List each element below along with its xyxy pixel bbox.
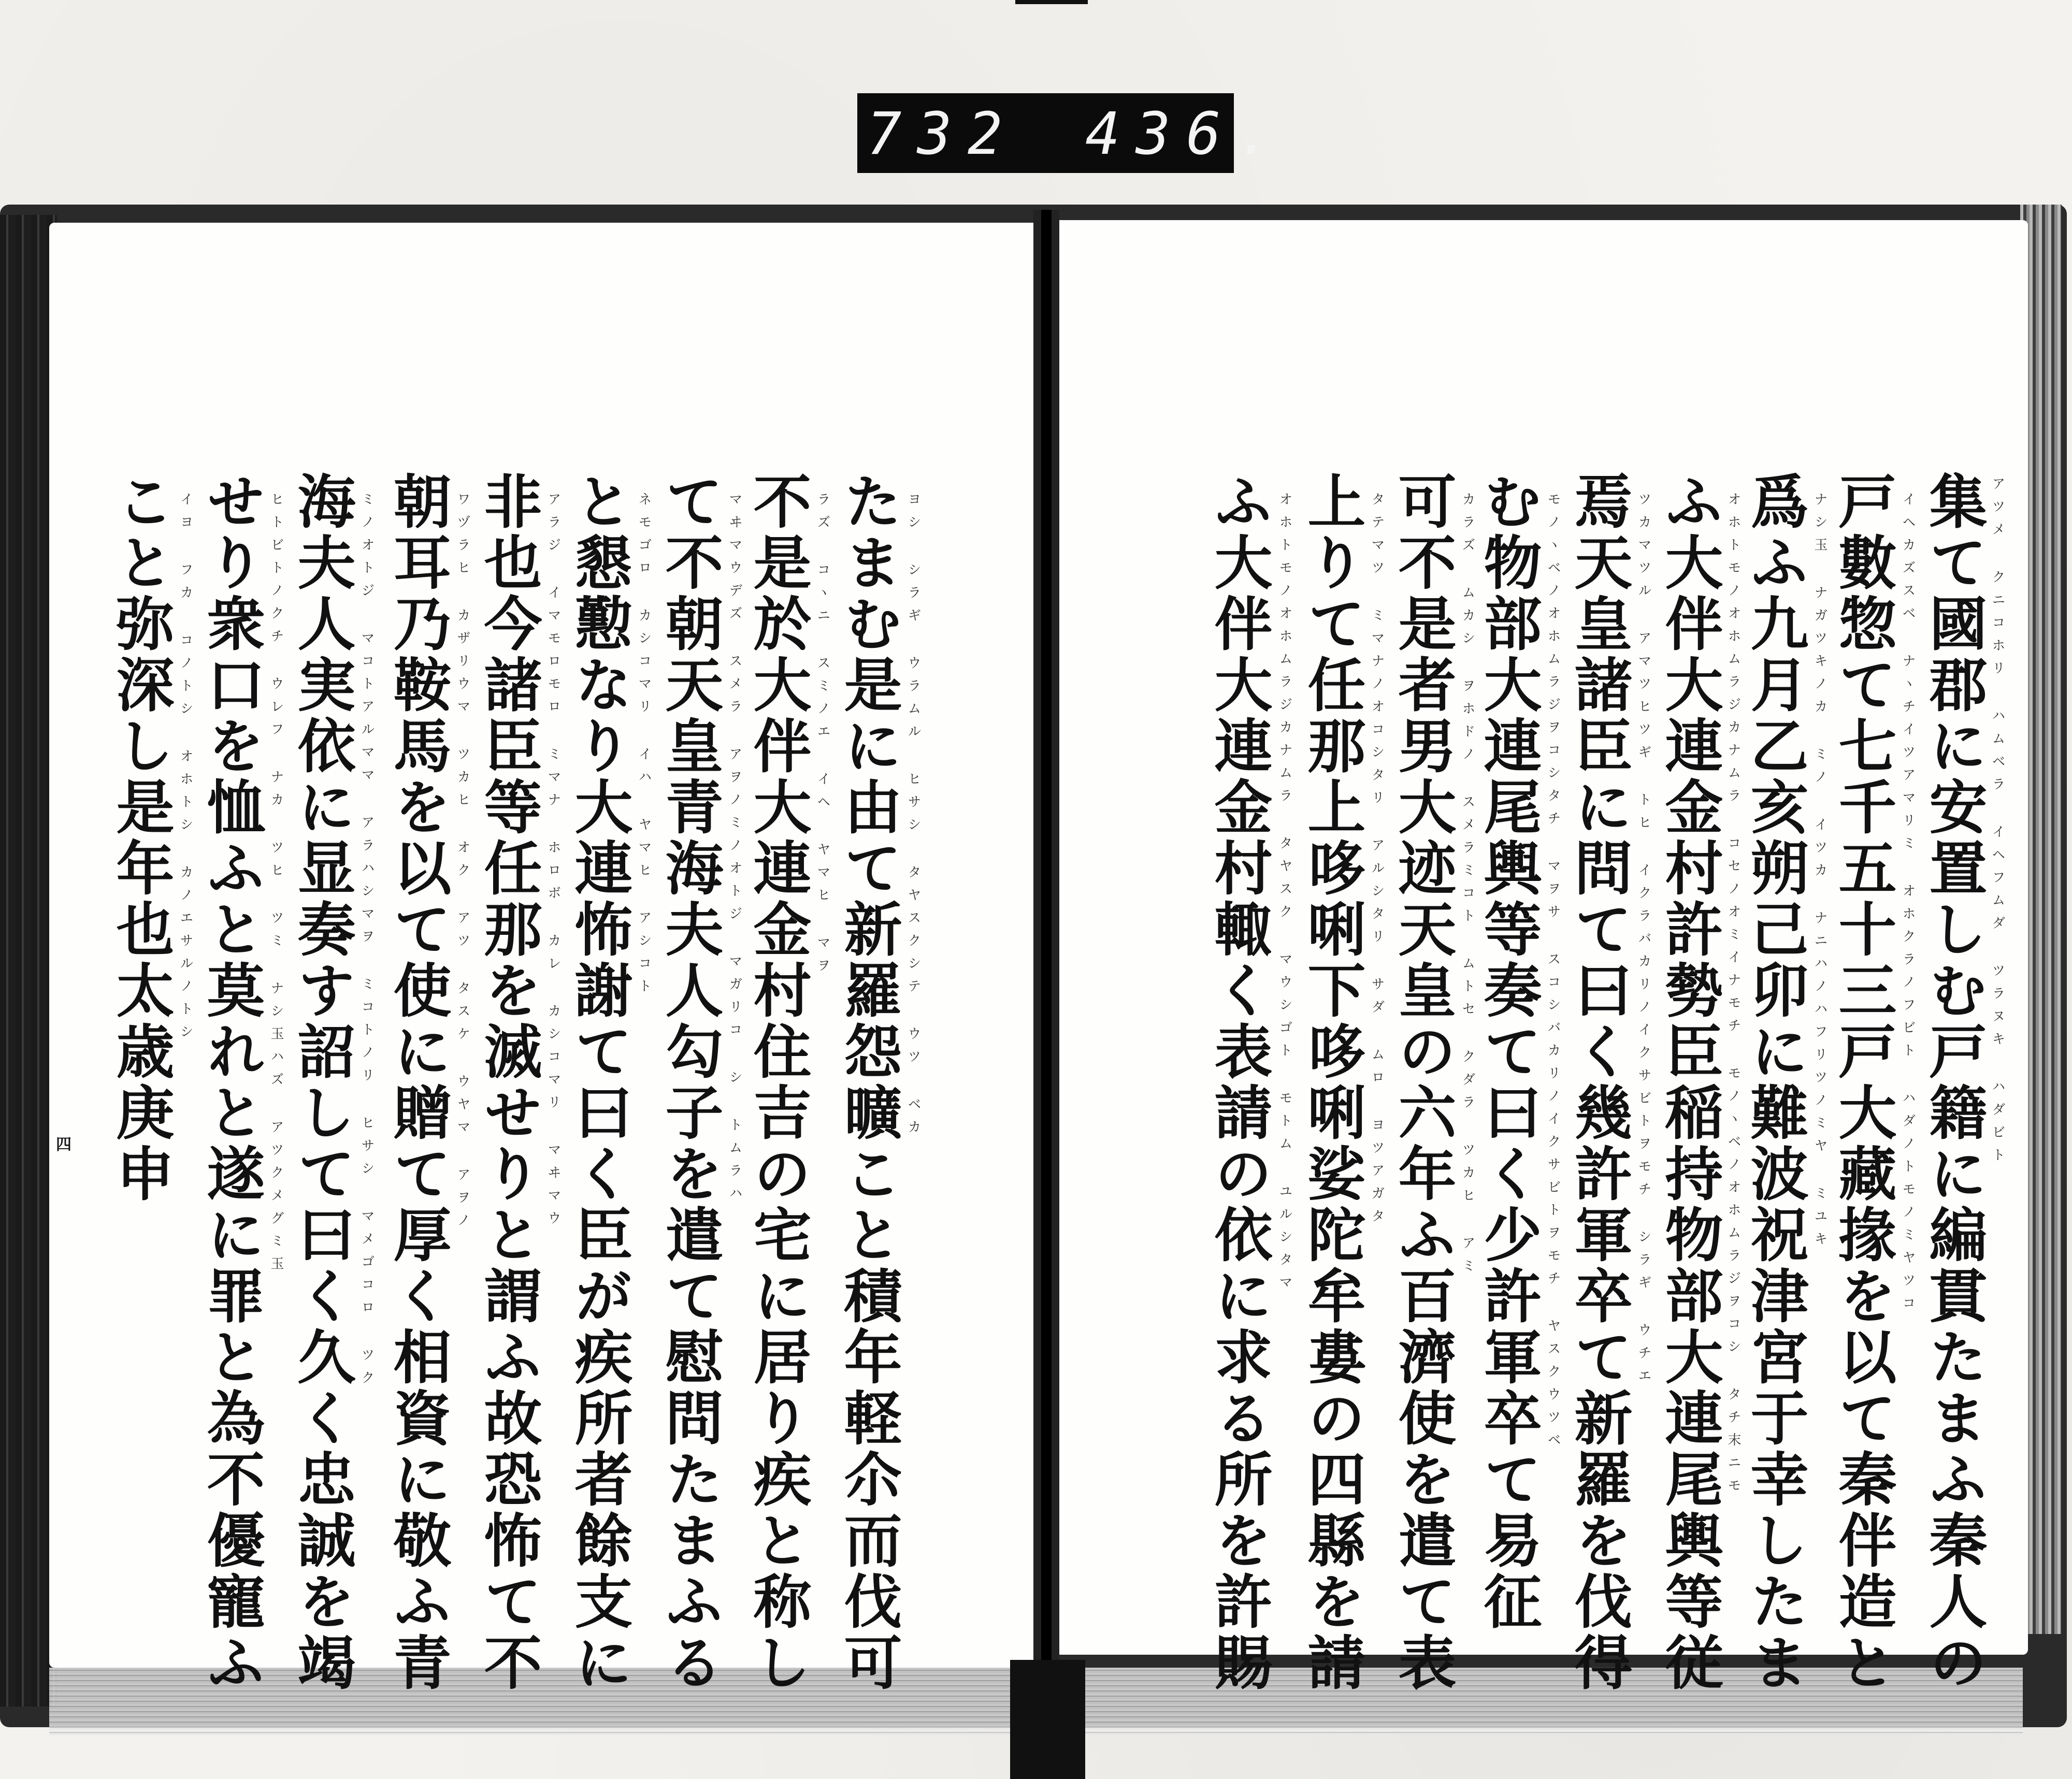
left-page-furigana-4: ネモゴロ カシコマリ イハ ヤマヒ アシコト [636, 492, 652, 1002]
right-page-column-2: 戸數惣て七千五十三戸大藏掾を以て秦伴造と [1829, 471, 1897, 1694]
right-page-column-8: 上りて任那上哆唎下哆唎娑陀牟婁の四縣を請 [1298, 471, 1366, 1694]
left-page-furigana-7: ミノオトジ マコトアルママ アラハシマヲ ミコトノリ ヒサシ マメゴコロ ツク [359, 492, 375, 1393]
left-page-furigana-5: アラジ イマモロモロ ミマナ ホロボ カレ カシコマリ マヰマウ [545, 492, 561, 1234]
left-page-column-6: 朝耳乃鞍馬を以て使に贈て厚く相資に敬ふ青 [384, 471, 452, 1694]
right-page-furigana-7: カラズ ムカシ ヲホドノ スメラミコト ムトセ クダラ ツカヒ アミ [1460, 492, 1475, 1281]
left-page-column-1: たまむ是に由て新羅怨曠こと積年軽尒而伐可 [834, 471, 902, 1694]
left-page-furigana-6: ワヅラヒ カザリウマ ツカヒ オク アツ タスケ ウヤマ アヲノ [455, 492, 470, 1236]
left-page-furigana-9: イヨ フカ コノトシ オホトシ カノエサルノトシ [178, 492, 193, 1047]
right-page-furigana-1: アツメ クニコホリ ハムベラ イヘフムダ ツラヌキ ハダビト [1990, 476, 2005, 1170]
right-page-furigana-6: モノヽベノオホムラジヲコシタチ マヲサ スコシバカリノイクサビトヲモチ ヤスクウツベ [1545, 492, 1561, 1455]
scan-edge-mark [1015, 0, 1088, 4]
left-page-column-4: と懇懃なり大連怖謝て曰く臣が疾所者餘支に [565, 471, 633, 1694]
left-page-column-8: せり衆口を恤ふと莫れと遂に罪と為不優寵ふ [197, 471, 265, 1694]
right-page-furigana-4: オホトモノオホムラジカナムラ コセノオミイナモチ モノヽベノオホムラジヲコシ タチ末ニモ [1725, 492, 1741, 1501]
left-page-furigana-8: ヒトビトノクチ ウレフ ナカ ツヒ ツミ ナシ玉ハズ アツクメグミ玉 [268, 492, 284, 1279]
right-page-furigana-5: ツカマツル アマツヒツギ トヒ イクラバカリノイクサビトヲモチ シラギ ウチエ [1636, 492, 1651, 1391]
left-page-column-3: て不朝天皇青海夫人勾子を遣て慰問たまふる [656, 471, 724, 1694]
catalog-label [857, 93, 1287, 173]
left-page-column-9: こと弥深し是年也太歳庚申 [107, 471, 175, 1205]
book-gutter [1033, 210, 1059, 1727]
right-page-furigana-9: オホトモノオホムラジカナムラ タヤスク マウシゴト モトム ユルシタマ [1277, 492, 1292, 1298]
right-page-column-5: 焉天皇諸臣に問て曰く幾許軍卒て新羅を伐得 [1565, 471, 1633, 1694]
open-book [0, 194, 2072, 1732]
left-page-furigana-2: ラズ コヽニ スミノエ イヘ ヤマヒ マヲ [815, 492, 830, 981]
right-page-column-1: 集て國郡に安置しむ戸籍に編貫たまふ秦人の [1920, 471, 1988, 1694]
right-page-column-3: 爲ふ九月乙亥朔己卯に難波祝津宮于幸したま [1741, 471, 1809, 1694]
left-page-column-5: 非也今諸臣等任那を滅せりと謂ふ故恐怖て不 [474, 471, 542, 1694]
left-page-furigana-3: マヰマウデズ スメラ アヲノミノオトジ マガリコ シ トムラハ [727, 492, 742, 1209]
left-page-column-2: 不是於大伴大連金村住吉の宅に居り疾と称し [744, 471, 812, 1694]
right-page-column-9: ふ大伴大連金村輙く表請の依に求る所を許賜 [1205, 471, 1273, 1694]
right-page-furigana-3: ナシ玉 ナガツキノカ ミノ イツカ ナニハノハフリツノミヤ ミユキ [1812, 492, 1828, 1254]
left-page-furigana-1: ヨシ シラギ ウラムル ヒサシ タヤスクシテ ウツ ベカ [905, 492, 921, 1142]
right-page-furigana-8: タテマツ ミマナノオコシタリ アルシタリ サダ ムロ ヨツアガタ [1369, 492, 1385, 1232]
left-page-column-7: 海夫人実依に显奏す詔して曰く久く忠誠を竭 [288, 471, 356, 1694]
catalog-number-right: 436. [1085, 100, 1287, 168]
book-cover-left-edge [0, 215, 57, 1706]
catalog-number-left: 732 [867, 100, 1018, 168]
right-page-column-4: ふ大伴大連金村許勢臣稲持物部大連尾輿等従 [1656, 471, 1723, 1694]
gutter-foot-shadow [1010, 1660, 1085, 1779]
right-page-furigana-2: イヘカズスベ ナヽチイツアマリミ オホクラノフビト ハダノトモノミヤツコ [1900, 492, 1916, 1319]
right-page-column-6: む物部大連尾輿等奏て曰く少許軍卒て易征 [1474, 471, 1542, 1632]
left-page-folio: 四 [56, 1136, 71, 1154]
right-page-column-7: 可不是者男大迹天皇の六年ふ百濟使を遣て表 [1389, 471, 1457, 1694]
